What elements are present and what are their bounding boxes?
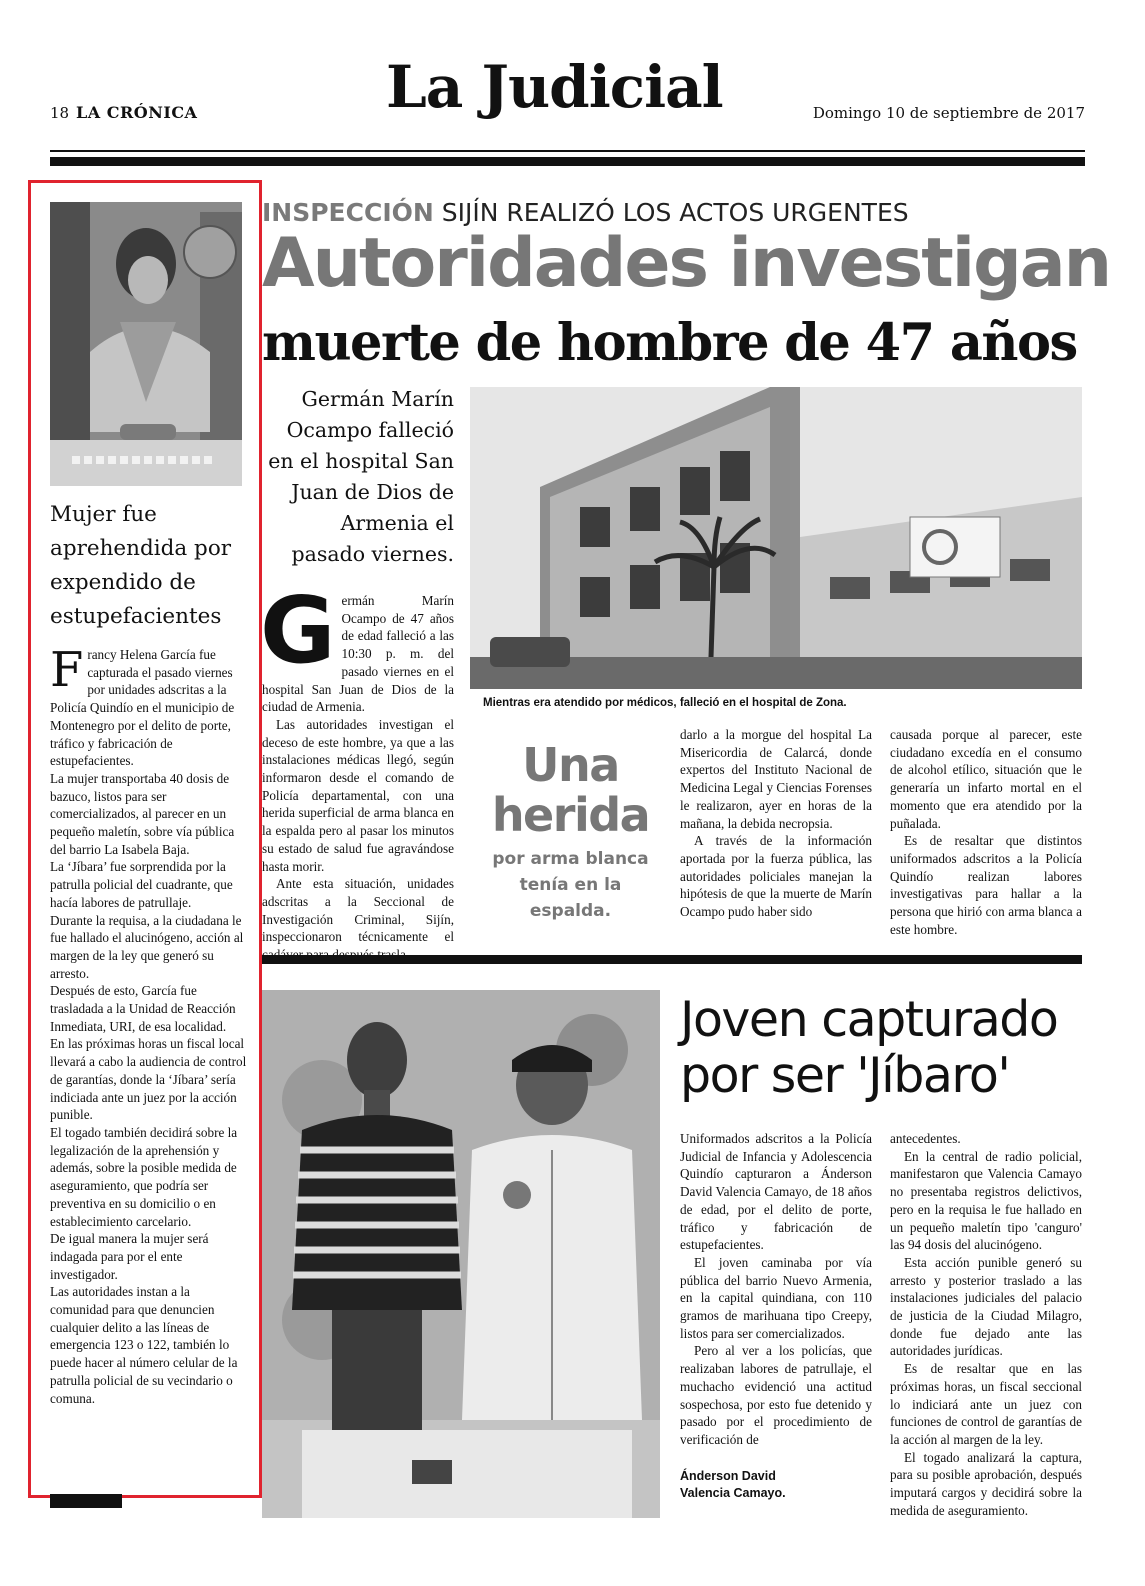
second-headline: Joven capturado por ser 'Jíbaro' xyxy=(680,991,1058,1104)
main-paragraph: Es de resaltar que distintos uniformados adscritos a la Policía Quindío realizan labores investigativas para hallar a la persona que hirió con arma blanca a este hombre. xyxy=(890,833,1082,937)
second-story-column-2 xyxy=(890,1130,1082,1519)
hospital-photo-illustration xyxy=(470,387,1082,689)
main-paragraph: A través de la información aportada por la fuerza pública, las autoridades policiales manejan la hipótesis de que la muerte de Marín Ocampo pudo haber sido xyxy=(680,833,872,920)
sidebar-paragraph: El togado también decidirá sobre la legalización de la aprehensión y además, sobre la posible medida de aseguramiento, que podría ser preventiva en su domicilio o en establecimiento carcelario. xyxy=(50,1124,238,1229)
main-deck: Germán Marín Ocampo falleció en el hospital San Juan de Dios de Armenia el pasado viernes. xyxy=(268,387,454,566)
header-rule-thick xyxy=(50,157,1085,166)
arrest-photo-illustration xyxy=(262,990,660,1518)
sidebar-photo-illustration xyxy=(50,202,242,486)
hospital-photo-caption: Mientras era atendido por médicos, falleció en el hospital de Zona. xyxy=(483,697,847,709)
sidebar-paragraph: La mujer transportaba 40 dosis de bazuco, listos para ser comercializados, al parecer en un pequeño maletín, sobre vía pública del barrio La Isabela Baja. xyxy=(50,770,235,857)
second-paragraph: El togado analizará la captura, para su posible aprobación, después imputará cargos y decidirá sobre la medida de aseguramiento. xyxy=(890,1449,1082,1518)
pull-quote-large: Una herida xyxy=(491,738,650,842)
main-paragraph: Las autoridades investigan el deceso de este hombre, ya que a las instalaciones médicas llegó, según informaron desde el comando de Policía departamental, con una herida superficial de arma blanca en la espalda pero al pasar los minutos su estado de salud fue agravándose hasta morir. xyxy=(262,716,454,874)
main-story-column-1 xyxy=(260,577,454,964)
sidebar-paragraph: rancy Helena García fue capturada el pasado viernes por unidades adscritas a la Policía Quindío en el municipio de Montenegro por el delito de porte, tráfico y fabricación de estupefacientes. xyxy=(50,647,235,769)
section-title: La Judicial xyxy=(386,53,723,121)
second-paragraph: antecedentes. xyxy=(890,1131,961,1146)
second-paragraph: Es de resaltar que en las próximas horas, un fiscal seccional lo indiciará ante un juez con funciones de control de garantías de la acción al margen de la ley. xyxy=(890,1361,1082,1447)
second-paragraph: Esta acción punible generó su arresto y posterior traslado a las instalaciones judiciales del palacio de justicia de la Ciudad Milagro, donde fue dejado ante las autoridades jurídicas. xyxy=(890,1254,1082,1359)
issue-date: Domingo 10 de septiembre de 2017 xyxy=(812,104,1085,122)
sidebar-photo xyxy=(50,202,242,486)
story-kicker xyxy=(262,198,909,227)
second-paragraph: En la central de radio policial, manifestaron que Valencia Camayo no presentaba registros delictivos, pero en la requisa le fue hallado en un pequeño maletín tipo 'canguro' las 94 dosis del alucinógeno. xyxy=(890,1148,1082,1253)
sidebar-body xyxy=(50,642,250,1407)
arrest-photo xyxy=(262,990,660,1518)
sidebar-dropcap: F xyxy=(50,642,84,698)
sidebar-paragraph: En las próximas horas un fiscal local llevará a cabo la audiencia de control de garantías, donde la ‘Jíbara’ sería indiciada ante un juez por la acción punible. xyxy=(50,1036,247,1123)
page-number: 18 xyxy=(50,104,70,122)
sidebar-paragraph: De igual manera la mujer será indagada para por el ente investigador. xyxy=(50,1231,209,1282)
second-story-column-1 xyxy=(680,1130,872,1449)
sidebar-paragraph: La ‘Jíbara’ fue sorprendida por la patrulla policial del cuadrante, que hacía labores de patrullaje. xyxy=(50,859,233,910)
main-paragraph: causada porque al parecer, este ciudadano excedía en el consumo de alcohol etílico, situación que le generaría un infarto mortal en el momento que era atendido por la puñalada. xyxy=(890,727,1082,831)
main-dropcap: G xyxy=(260,577,336,684)
kicker-label: INSPECCIÓN xyxy=(262,198,434,227)
sidebar-paragraph: Durante la requisa, a la ciudadana le fue hallado el alucinógeno, acción al margen de la ley que generó su arresto. xyxy=(50,912,244,981)
sidebar-headline: Mujer fue aprehendida por expendido de estupefacientes xyxy=(50,502,232,629)
second-paragraph: El joven caminaba por vía pública del barrio Nuevo Armenia, en la capital quindiana, con 110 gramos de marihuana tipo Creepy, listos para ser comercializados. xyxy=(680,1254,872,1341)
publication-name: LA CRÓNICA xyxy=(76,103,198,122)
hospital-photo xyxy=(470,387,1082,689)
main-paragraph: ermán Marín Ocampo de 47 años de edad falleció a las 10:30 p. m. del pasado viernes en el hospital San Juan de Dios de la ciudad de Armenia. xyxy=(262,593,454,715)
main-story-column-4 xyxy=(890,726,1082,938)
main-paragraph: Ante esta situación, unidades adscritas a la Seccional de Investigación Criminal, Sijín, inspeccionaron técnicamente el xyxy=(262,876,454,945)
sidebar-end-mark xyxy=(50,1494,122,1508)
main-headline-line1: Autoridades investigan xyxy=(262,224,1111,303)
main-story-column-3 xyxy=(680,726,872,921)
arrest-photo-caption: Ánderson David Valencia Camayo. xyxy=(680,1469,786,1500)
second-paragraph: Uniformados adscritos a la Policía Judicial de Infancia y Adolescencia Quindío capturaron a Ánderson David Valencia Camayo, de 18 años de edad, por el delito de porte, tráfico y fabricación de estupefacientes. xyxy=(680,1131,872,1253)
kicker-text: SIJÍN REALIZÓ LOS ACTOS URGENTES xyxy=(441,198,909,227)
section-divider xyxy=(262,955,1082,964)
pull-quote-small: por arma blanca tenía en la espalda. xyxy=(492,849,649,921)
main-headline-line2: muerte de hombre de 47 años xyxy=(262,313,1077,373)
sidebar-paragraph: Después de esto, García fue trasladada a la Unidad de Reacción Inmediata, URI, de esa localidad. xyxy=(50,983,236,1034)
second-paragraph: Pero al ver a los policías, que realizaban labores de patrullaje, el muchacho evidenció una actitud sospechosa, por esto fue detenido y pasado por el procedimiento de verificación de xyxy=(680,1343,872,1447)
main-paragraph: darlo a la morgue del hospital La Misericordia de Calarcá, donde expertos del Instituto Nacional de Medicina Legal y Ciencias Forenses le realizaron, ayer en horas de la mañana, la debida necropsia. xyxy=(680,727,872,831)
header-rule-thin xyxy=(50,150,1085,152)
sidebar-paragraph: Las autoridades instan a la comunidad para que denuncien cualquier delito a las líneas de emergencia 123 o 122, también lo puede hacer al número celular de la patrulla policial de su vecindario o comuna. xyxy=(50,1284,238,1406)
